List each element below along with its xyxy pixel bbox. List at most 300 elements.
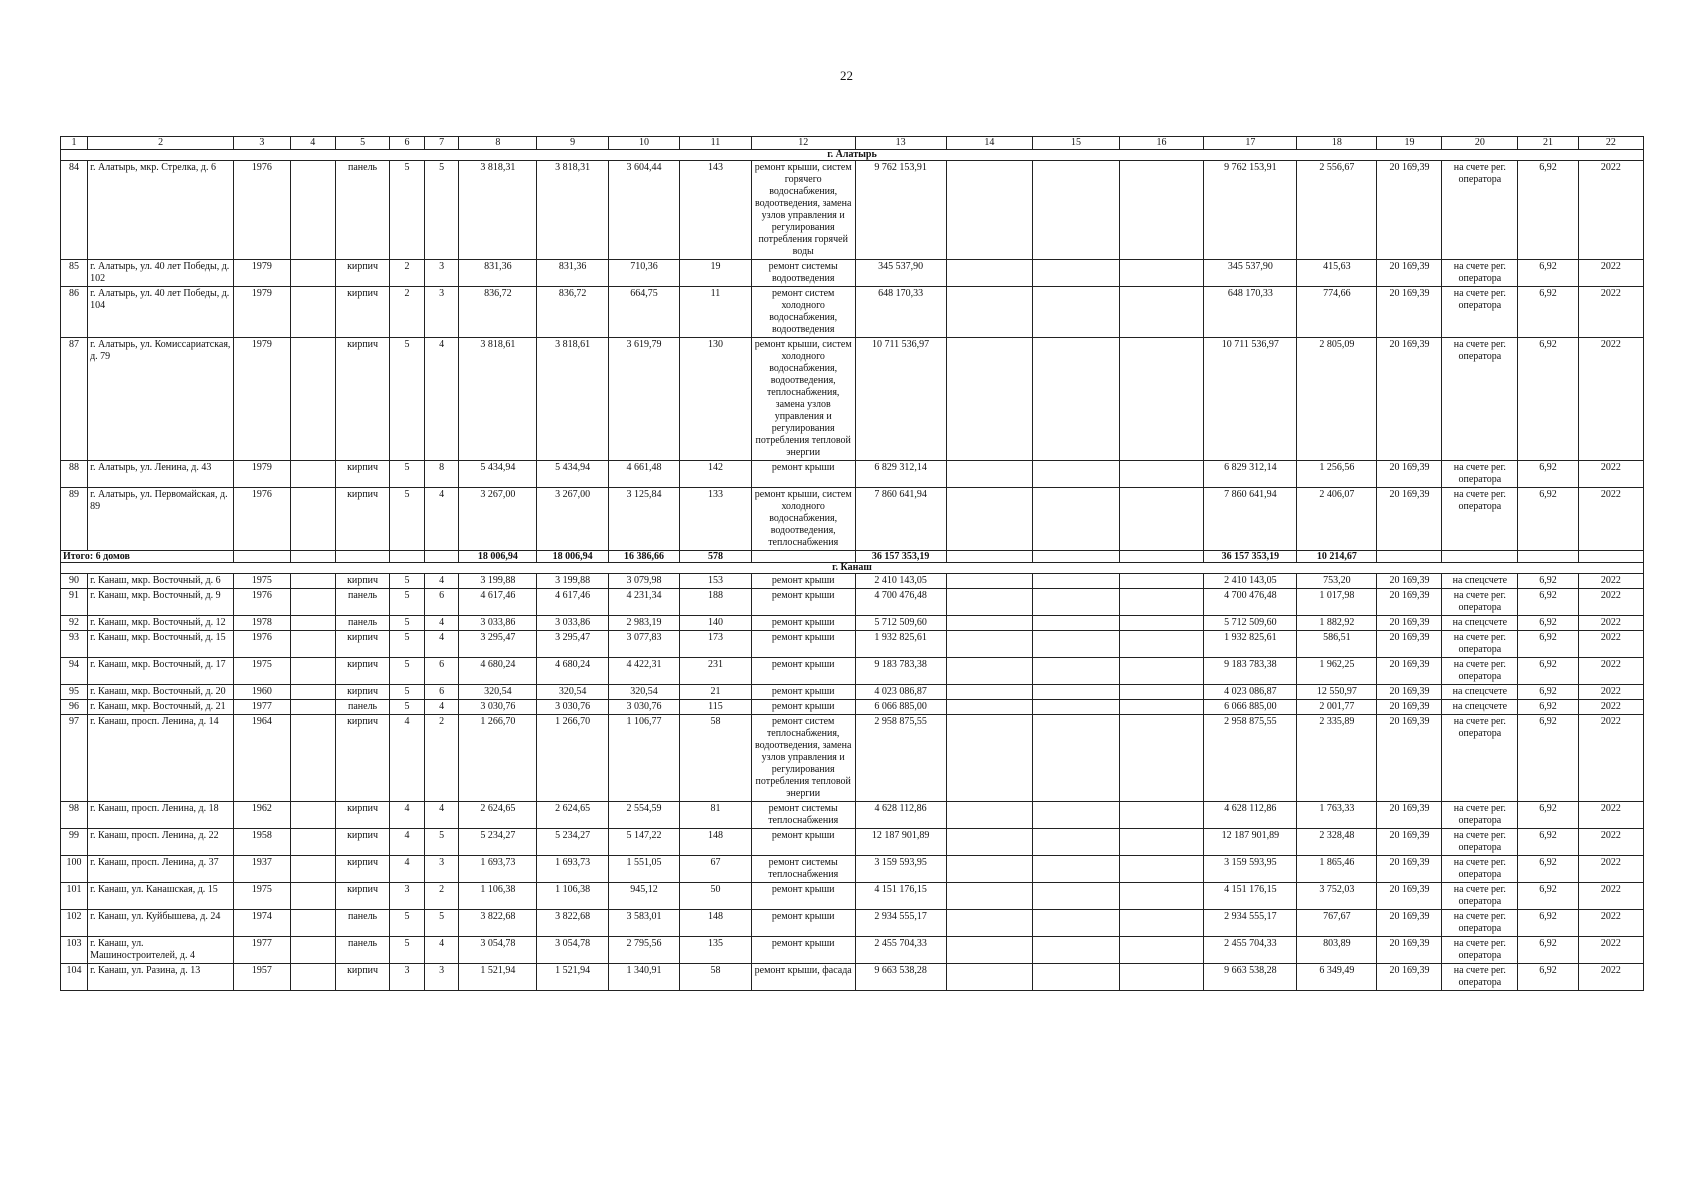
build-year: 1960 [234, 685, 290, 700]
fund-method: на счете рег. оператора [1442, 910, 1518, 937]
empty-cell [424, 551, 459, 563]
living-area: 3 199,88 [537, 574, 608, 589]
own-funds-cost: 9 762 153,91 [1204, 161, 1297, 260]
residential-area: 3 604,44 [608, 161, 679, 260]
cost-limit: 20 169,39 [1377, 685, 1442, 700]
resident-count: 231 [680, 658, 751, 685]
total-cost: 6 829 312,14 [855, 461, 946, 488]
residential-area: 4 231,34 [608, 589, 679, 616]
table-row [61, 631, 1644, 658]
residential-area: 2 554,59 [608, 802, 679, 829]
build-year: 1979 [234, 260, 290, 287]
entrance-count: 2 [424, 715, 459, 802]
city-section-row [61, 563, 1644, 574]
col-4 [290, 658, 335, 685]
contribution-rate: 6,92 [1518, 574, 1579, 589]
cost-per-sqm: 586,51 [1297, 631, 1377, 658]
cost-limit: 20 169,39 [1377, 658, 1442, 685]
contribution-rate: 6,92 [1518, 802, 1579, 829]
wall-material: кирпич [336, 338, 390, 461]
column-number-header: 14 [946, 137, 1033, 150]
empty-cell [1119, 551, 1203, 563]
col-15 [1033, 161, 1120, 260]
page-number: 22 [840, 68, 853, 83]
contribution-rate: 6,92 [1518, 700, 1579, 715]
wall-material: кирпич [336, 658, 390, 685]
row-number: 101 [61, 883, 88, 910]
build-year: 1962 [234, 802, 290, 829]
total-area: 1 106,38 [459, 883, 537, 910]
column-number-header: 3 [234, 137, 290, 150]
residential-area: 5 147,22 [608, 829, 679, 856]
residential-area: 3 079,98 [608, 574, 679, 589]
living-area: 4 680,24 [537, 658, 608, 685]
wall-material: кирпич [336, 964, 390, 991]
wall-material: кирпич [336, 715, 390, 802]
plan-year: 2022 [1578, 338, 1643, 461]
col-15 [1033, 829, 1120, 856]
floor-count: 3 [390, 883, 425, 910]
table-row [61, 574, 1644, 589]
total-cost: 2 410 143,05 [855, 574, 946, 589]
repair-works: ремонт крыши [751, 937, 855, 964]
repair-works: ремонт системы теплоснабжения [751, 802, 855, 829]
col-4 [290, 937, 335, 964]
own-funds-cost: 12 187 901,89 [1204, 829, 1297, 856]
empty-cell [390, 551, 425, 563]
cost-limit: 20 169,39 [1377, 287, 1442, 338]
total-cost: 4 700 476,48 [855, 589, 946, 616]
cost-limit: 20 169,39 [1377, 910, 1442, 937]
house-address: г. Канаш, ул. Канашская, д. 15 [88, 883, 234, 910]
own-funds-cost: 2 410 143,05 [1204, 574, 1297, 589]
table-row [61, 856, 1644, 883]
living-area: 831,36 [537, 260, 608, 287]
plan-year: 2022 [1578, 964, 1643, 991]
table-row [61, 883, 1644, 910]
empty-cell [751, 551, 855, 563]
build-year: 1964 [234, 715, 290, 802]
col-16 [1119, 802, 1203, 829]
contribution-rate: 6,92 [1518, 488, 1579, 551]
own-funds-cost: 2 958 875,55 [1204, 715, 1297, 802]
repair-works: ремонт крыши [751, 883, 855, 910]
wall-material: кирпич [336, 260, 390, 287]
empty-cell [234, 551, 290, 563]
column-number-header: 19 [1377, 137, 1442, 150]
wall-material: кирпич [336, 829, 390, 856]
plan-year: 2022 [1578, 802, 1643, 829]
resident-count: 130 [680, 338, 751, 461]
total-cost: 9 663 538,28 [855, 964, 946, 991]
floor-count: 5 [390, 461, 425, 488]
program-table [60, 136, 1644, 991]
table-row [61, 937, 1644, 964]
cost-limit: 20 169,39 [1377, 700, 1442, 715]
total-cost: 648 170,33 [855, 287, 946, 338]
col-14 [946, 964, 1033, 991]
fund-method: на счете рег. оператора [1442, 488, 1518, 551]
column-number-header: 6 [390, 137, 425, 150]
plan-year: 2022 [1578, 685, 1643, 700]
floor-count: 2 [390, 287, 425, 338]
col-15 [1033, 589, 1120, 616]
residential-area: 3 077,83 [608, 631, 679, 658]
floor-count: 5 [390, 937, 425, 964]
fund-method: на счете рег. оператора [1442, 161, 1518, 260]
col-15 [1033, 461, 1120, 488]
build-year: 1978 [234, 616, 290, 631]
row-number: 85 [61, 260, 88, 287]
col-4 [290, 883, 335, 910]
wall-material: кирпич [336, 461, 390, 488]
living-area: 2 624,65 [537, 802, 608, 829]
contribution-rate: 6,92 [1518, 461, 1579, 488]
col-16 [1119, 589, 1203, 616]
col-16 [1119, 937, 1203, 964]
floor-count: 5 [390, 910, 425, 937]
contribution-rate: 6,92 [1518, 287, 1579, 338]
entrance-count: 5 [424, 161, 459, 260]
entrance-count: 8 [424, 461, 459, 488]
city-name: г. Канаш [61, 563, 1644, 574]
living-area: 320,54 [537, 685, 608, 700]
build-year: 1937 [234, 856, 290, 883]
total-cost: 3 159 593,95 [855, 856, 946, 883]
contribution-rate: 6,92 [1518, 338, 1579, 461]
col-16 [1119, 461, 1203, 488]
col-14 [946, 488, 1033, 551]
cost-per-sqm: 415,63 [1297, 260, 1377, 287]
cost-per-sqm: 1 962,25 [1297, 658, 1377, 685]
table-row [61, 658, 1644, 685]
house-address: г. Канаш, просп. Ленина, д. 14 [88, 715, 234, 802]
house-address: г. Канаш, мкр. Восточный, д. 15 [88, 631, 234, 658]
total-cost: 5 712 509,60 [855, 616, 946, 631]
wall-material: панель [336, 589, 390, 616]
col-16 [1119, 338, 1203, 461]
house-address: г. Алатырь, ул. 40 лет Победы, д. 102 [88, 260, 234, 287]
col-16 [1119, 910, 1203, 937]
contribution-rate: 6,92 [1518, 658, 1579, 685]
cost-limit: 20 169,39 [1377, 461, 1442, 488]
living-area: 3 054,78 [537, 937, 608, 964]
repair-works: ремонт крыши, фасада [751, 964, 855, 991]
cost-per-sqm: 803,89 [1297, 937, 1377, 964]
row-number: 88 [61, 461, 88, 488]
own-funds-cost: 6 066 885,00 [1204, 700, 1297, 715]
cost-per-sqm: 12 550,97 [1297, 685, 1377, 700]
total-area: 1 693,73 [459, 856, 537, 883]
total-cost: 1 932 825,61 [855, 631, 946, 658]
col-16 [1119, 488, 1203, 551]
total-area: 4 617,46 [459, 589, 537, 616]
col-4 [290, 700, 335, 715]
col-4 [290, 338, 335, 461]
contribution-rate: 6,92 [1518, 589, 1579, 616]
total-area: 2 624,65 [459, 802, 537, 829]
cost-limit: 20 169,39 [1377, 616, 1442, 631]
residential-area: 4 661,48 [608, 461, 679, 488]
fund-method: на счете рег. оператора [1442, 937, 1518, 964]
col-4 [290, 910, 335, 937]
own-funds-cost: 4 151 176,15 [1204, 883, 1297, 910]
cost-limit: 20 169,39 [1377, 964, 1442, 991]
entrance-count: 5 [424, 829, 459, 856]
col-16 [1119, 161, 1203, 260]
fund-method: на счете рег. оператора [1442, 461, 1518, 488]
entrance-count: 4 [424, 616, 459, 631]
cost-limit: 20 169,39 [1377, 715, 1442, 802]
floor-count: 5 [390, 700, 425, 715]
build-year: 1958 [234, 829, 290, 856]
repair-works: ремонт крыши [751, 461, 855, 488]
contribution-rate: 6,92 [1518, 715, 1579, 802]
total-cost: 4 151 176,15 [855, 883, 946, 910]
repair-works: ремонт крыши [751, 700, 855, 715]
wall-material: панель [336, 700, 390, 715]
floor-count: 5 [390, 631, 425, 658]
entrance-count: 4 [424, 574, 459, 589]
total-area: 3 054,78 [459, 937, 537, 964]
col-15 [1033, 338, 1120, 461]
wall-material: кирпич [336, 685, 390, 700]
col-14 [946, 658, 1033, 685]
repair-works: ремонт крыши [751, 616, 855, 631]
cost-limit: 20 169,39 [1377, 574, 1442, 589]
total-cost: 2 934 555,17 [855, 910, 946, 937]
build-year: 1975 [234, 658, 290, 685]
col-16 [1119, 715, 1203, 802]
wall-material: кирпич [336, 856, 390, 883]
fund-method: на спецсчете [1442, 616, 1518, 631]
resident-count: 148 [680, 829, 751, 856]
total-area: 5 234,27 [459, 829, 537, 856]
empty-cell [1377, 551, 1442, 563]
repair-works: ремонт крыши [751, 589, 855, 616]
col-4 [290, 631, 335, 658]
residential-area: 3 030,76 [608, 700, 679, 715]
wall-material: панель [336, 937, 390, 964]
col-14 [946, 829, 1033, 856]
entrance-count: 3 [424, 260, 459, 287]
cost-limit: 20 169,39 [1377, 856, 1442, 883]
repair-works: ремонт крыши [751, 910, 855, 937]
total-label: Итого: 6 домов [61, 551, 234, 563]
column-number-header: 20 [1442, 137, 1518, 150]
house-address: г. Канаш, мкр. Восточный, д. 20 [88, 685, 234, 700]
row-number: 94 [61, 658, 88, 685]
entrance-count: 4 [424, 802, 459, 829]
plan-year: 2022 [1578, 829, 1643, 856]
house-address: г. Канаш, мкр. Восточный, д. 9 [88, 589, 234, 616]
plan-year: 2022 [1578, 616, 1643, 631]
table-row [61, 715, 1644, 802]
row-number: 87 [61, 338, 88, 461]
contribution-rate: 6,92 [1518, 161, 1579, 260]
residential-area: 1 551,05 [608, 856, 679, 883]
total-cost: 2 958 875,55 [855, 715, 946, 802]
resident-count: 21 [680, 685, 751, 700]
build-year: 1975 [234, 883, 290, 910]
plan-year: 2022 [1578, 574, 1643, 589]
col-14 [946, 856, 1033, 883]
plan-year: 2022 [1578, 883, 1643, 910]
build-year: 1979 [234, 287, 290, 338]
living-area: 3 822,68 [537, 910, 608, 937]
residential-area: 320,54 [608, 685, 679, 700]
col-14 [946, 802, 1033, 829]
table-row [61, 287, 1644, 338]
col-15 [1033, 488, 1120, 551]
total-area: 5 434,94 [459, 461, 537, 488]
program-table-container [60, 136, 1644, 991]
wall-material: панель [336, 616, 390, 631]
build-year: 1976 [234, 589, 290, 616]
residential-area: 2 983,19 [608, 616, 679, 631]
house-address: г. Канаш, просп. Ленина, д. 37 [88, 856, 234, 883]
cost-per-sqm: 1 256,56 [1297, 461, 1377, 488]
table-row [61, 685, 1644, 700]
own-funds-cost: 1 932 825,61 [1204, 631, 1297, 658]
living-area: 3 295,47 [537, 631, 608, 658]
living-area: 18 006,94 [537, 551, 608, 563]
col-14 [946, 910, 1033, 937]
build-year: 1976 [234, 161, 290, 260]
col-15 [1033, 287, 1120, 338]
col-15 [1033, 260, 1120, 287]
row-number: 99 [61, 829, 88, 856]
own-funds-cost: 5 712 509,60 [1204, 616, 1297, 631]
row-number: 84 [61, 161, 88, 260]
floor-count: 4 [390, 715, 425, 802]
resident-count: 133 [680, 488, 751, 551]
total-row [61, 551, 1644, 563]
contribution-rate: 6,92 [1518, 856, 1579, 883]
table-body [61, 150, 1644, 991]
living-area: 5 434,94 [537, 461, 608, 488]
total-area: 4 680,24 [459, 658, 537, 685]
table-row [61, 260, 1644, 287]
total-cost: 4 628 112,86 [855, 802, 946, 829]
cost-per-sqm: 6 349,49 [1297, 964, 1377, 991]
column-number-header: 4 [290, 137, 335, 150]
build-year: 1957 [234, 964, 290, 991]
col-15 [1033, 631, 1120, 658]
fund-method: на счете рег. оператора [1442, 589, 1518, 616]
residential-area: 16 386,66 [608, 551, 679, 563]
residential-area: 945,12 [608, 883, 679, 910]
living-area: 5 234,27 [537, 829, 608, 856]
contribution-rate: 6,92 [1518, 910, 1579, 937]
row-number: 97 [61, 715, 88, 802]
cost-per-sqm: 2 335,89 [1297, 715, 1377, 802]
col-4 [290, 287, 335, 338]
column-number-header: 21 [1518, 137, 1579, 150]
table-row [61, 802, 1644, 829]
resident-count: 58 [680, 964, 751, 991]
table-row [61, 338, 1644, 461]
house-address: г. Канаш, мкр. Восточный, д. 17 [88, 658, 234, 685]
empty-cell [290, 551, 335, 563]
wall-material: кирпич [336, 488, 390, 551]
floor-count: 4 [390, 856, 425, 883]
floor-count: 5 [390, 488, 425, 551]
entrance-count: 4 [424, 338, 459, 461]
row-number: 95 [61, 685, 88, 700]
total-cost: 12 187 901,89 [855, 829, 946, 856]
resident-count: 142 [680, 461, 751, 488]
col-15 [1033, 937, 1120, 964]
table-row [61, 910, 1644, 937]
resident-count: 67 [680, 856, 751, 883]
table-row [61, 616, 1644, 631]
col-16 [1119, 856, 1203, 883]
own-funds-cost: 4 023 086,87 [1204, 685, 1297, 700]
house-address: г. Канаш, ул. Разина, д. 13 [88, 964, 234, 991]
floor-count: 5 [390, 658, 425, 685]
own-funds-cost: 6 829 312,14 [1204, 461, 1297, 488]
col-14 [946, 574, 1033, 589]
house-address: г. Канаш, просп. Ленина, д. 18 [88, 802, 234, 829]
col-16 [1119, 883, 1203, 910]
plan-year: 2022 [1578, 937, 1643, 964]
repair-works: ремонт крыши, систем холодного водоснабжения, водоотведения, теплоснабжения, замена узлов управления и регулирования потребления тепловой энергии [751, 338, 855, 461]
residential-area: 710,36 [608, 260, 679, 287]
repair-works: ремонт крыши [751, 685, 855, 700]
col-15 [1033, 856, 1120, 883]
col-4 [290, 461, 335, 488]
plan-year: 2022 [1578, 715, 1643, 802]
column-number-header: 10 [608, 137, 679, 150]
entrance-count: 2 [424, 883, 459, 910]
empty-cell [1033, 551, 1120, 563]
resident-count: 115 [680, 700, 751, 715]
table-row [61, 964, 1644, 991]
column-number-header: 7 [424, 137, 459, 150]
repair-works: ремонт крыши, систем горячего водоснабжения, водоотведения, замена узлов управления и регулирования потребления горячей воды [751, 161, 855, 260]
col-4 [290, 260, 335, 287]
repair-works: ремонт крыши [751, 574, 855, 589]
table-row [61, 161, 1644, 260]
resident-count: 148 [680, 910, 751, 937]
total-area: 18 006,94 [459, 551, 537, 563]
col-14 [946, 685, 1033, 700]
row-number: 92 [61, 616, 88, 631]
col-14 [946, 715, 1033, 802]
city-name: г. Алатырь [61, 150, 1644, 161]
fund-method: на счете рег. оператора [1442, 964, 1518, 991]
total-cost: 345 537,90 [855, 260, 946, 287]
total-area: 3 818,61 [459, 338, 537, 461]
plan-year: 2022 [1578, 161, 1643, 260]
total-area: 3 267,00 [459, 488, 537, 551]
cost-limit: 20 169,39 [1377, 589, 1442, 616]
col-14 [946, 589, 1033, 616]
plan-year: 2022 [1578, 488, 1643, 551]
living-area: 1 106,38 [537, 883, 608, 910]
col-15 [1033, 883, 1120, 910]
house-address: г. Канаш, мкр. Восточный, д. 21 [88, 700, 234, 715]
total-area: 3 818,31 [459, 161, 537, 260]
row-number: 90 [61, 574, 88, 589]
cost-per-sqm: 10 214,67 [1297, 551, 1377, 563]
repair-works: ремонт крыши [751, 658, 855, 685]
col-16 [1119, 964, 1203, 991]
house-address: г. Канаш, ул. Машиностроителей, д. 4 [88, 937, 234, 964]
col-14 [946, 260, 1033, 287]
residential-area: 2 795,56 [608, 937, 679, 964]
